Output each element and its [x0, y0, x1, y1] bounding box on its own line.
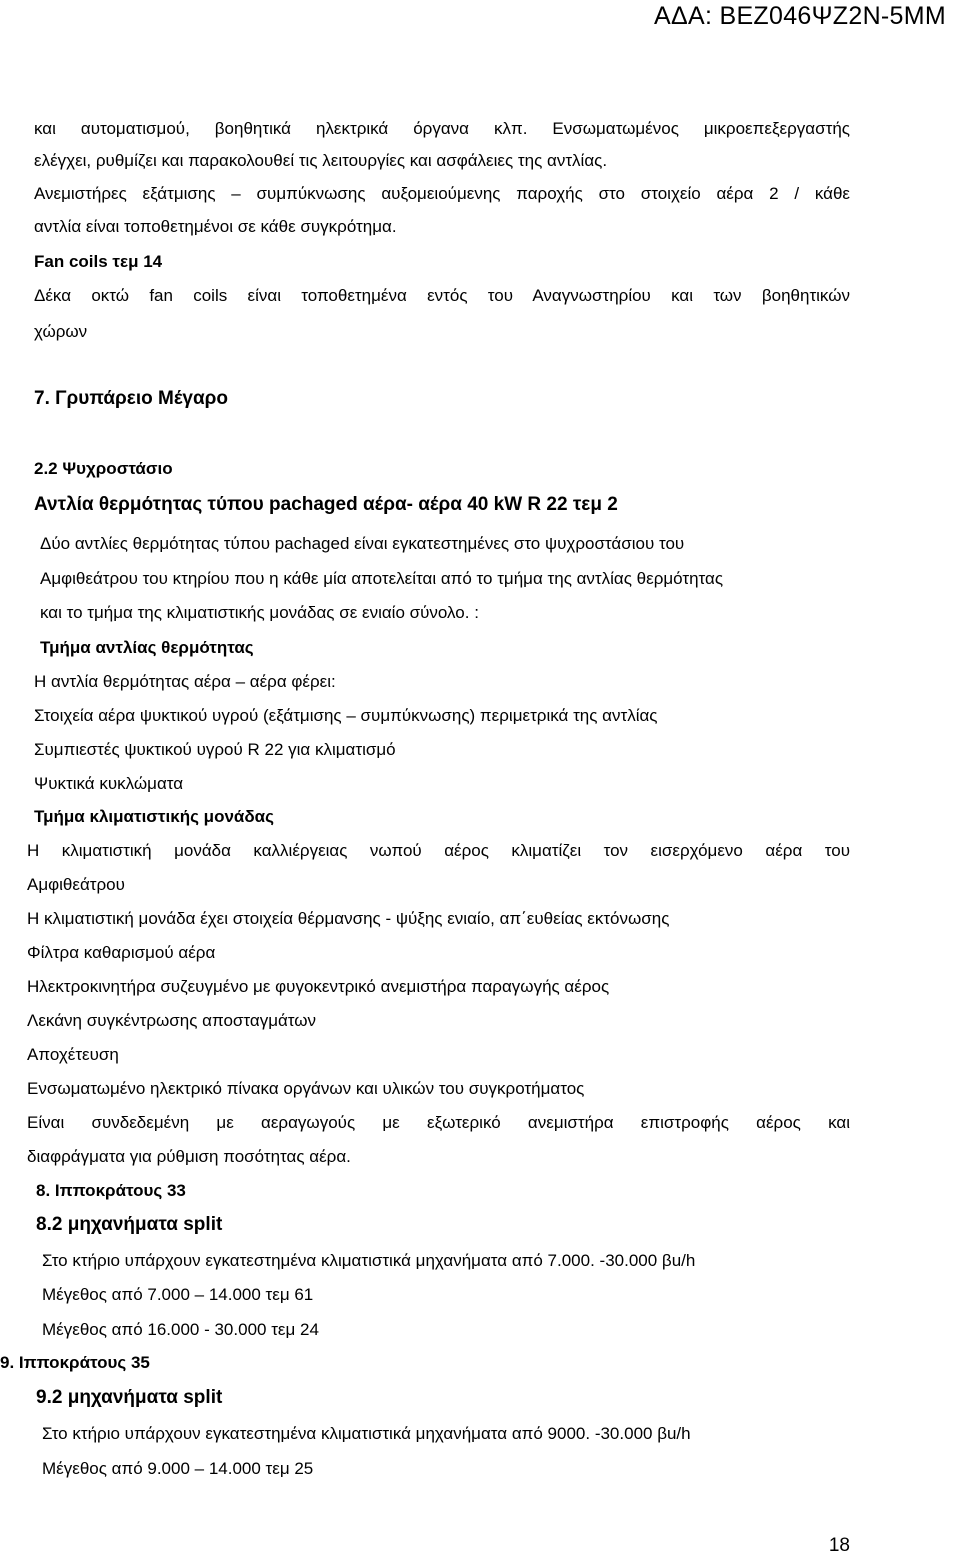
subsection-heading: 2.2 Ψυχροστάσιο: [34, 459, 173, 478]
text-line: Στο κτήριο υπάρχουν εγκατεστημένα κλιματιστικά μηχανήματα από 7.000. -30.000 βu/h: [42, 1251, 696, 1270]
text-line: Η κλιματιστική μονάδα έχει στοιχεία θέρμανσης - ψύξης ενιαίο, απ΄ευθείας εκτόνωσης: [27, 909, 670, 928]
section-heading: 9. Ιπποκράτους 35: [0, 1353, 150, 1372]
text-line: Η κλιματιστική μονάδα καλλιέργειας νωπού αέρος κλιματίζει τον εισερχόμενο αέρα του: [27, 841, 850, 860]
text-line: Ανεμιστήρες εξάτμισης – συμπύκνωσης αυξομειούμενης παροχής στο στοιχείο αέρα 2 / κάθε: [34, 184, 850, 203]
text-line: Αμφιθεάτρου: [27, 875, 125, 894]
section-heading: 7. Γρυπάρειο Μέγαρο: [34, 388, 228, 409]
text-line: αντλία είναι τοποθετημένοι σε κάθε συγκρότημα.: [34, 217, 397, 236]
text-line: Λεκάνη συγκέντρωσης αποσταγμάτων: [27, 1011, 317, 1030]
text-line: Στο κτήριο υπάρχουν εγκατεστημένα κλιματιστικά μηχανήματα από 9000. -30.000 βu/h: [42, 1424, 691, 1443]
text-line: Ψυκτικά κυκλώματα: [34, 774, 184, 793]
text-line: και το τμήμα της κλιματιστικής μονάδας σε ενιαίο σύνολο. :: [40, 603, 479, 622]
text-line: Μέγεθος από 7.000 – 14.000 τεμ 61: [42, 1285, 314, 1304]
section-heading: 8. Ιπποκράτους 33: [36, 1181, 186, 1200]
text-line: Η αντλία θερμότητας αέρα – αέρα φέρει:: [34, 672, 336, 691]
text-line: Ενσωματωμένο ηλεκτρικό πίνακα οργάνων και υλικών του συγκροτήματος: [27, 1079, 585, 1098]
text-line: Μέγεθος από 9.000 – 14.000 τεμ 25: [42, 1459, 314, 1478]
subsection-title: 8.2 μηχανήματα split: [36, 1214, 223, 1235]
text-line: διαφράγματα για ρύθμιση ποσότητας αέρα.: [27, 1147, 351, 1166]
text-line: Αποχέτευση: [27, 1045, 119, 1064]
part-heading: Τμήμα αντλίας θερμότητας: [40, 638, 254, 657]
text-line: Ηλεκτροκινητήρα συζευγμένο με φυγοκεντρικό ανεμιστήρα παραγωγής αέρος: [27, 977, 610, 996]
text-line: Μέγεθος από 16.000 - 30.000 τεμ 24: [42, 1320, 319, 1339]
fan-coils-heading: Fan coils τεμ 14: [34, 252, 163, 271]
text-line: Δέκα οκτώ fan coils είναι τοποθετημένα εντός του Αναγνωστηρίου και των βοηθητικών: [34, 286, 850, 305]
text-line: Είναι συνδεδεμένη με αεραγωγούς με εξωτερικό ανεμιστήρα επιστροφής αέρος και: [27, 1113, 850, 1132]
subsection-title: 9.2 μηχανήματα split: [36, 1387, 223, 1408]
text-line: και αυτοματισμού, βοηθητικά ηλεκτρικά όργανα κλπ. Ενσωματωμένος μικροεπεξεργαστής: [34, 119, 850, 138]
text-line: Δύο αντλίες θερμότητας τύπου pachaged είναι εγκατεστημένες στο ψυχροστάσιου του: [40, 534, 685, 553]
text-line: Συμπιεστές ψυκτικού υγρού R 22 για κλιματισμό: [34, 740, 396, 759]
page-number: 18: [828, 1535, 850, 1556]
text-line: Στοιχεία αέρα ψυκτικού υγρού (εξάτμισης – συμπύκνωσης) περιμετρικά της αντλίας: [34, 706, 658, 725]
text-line: χώρων: [34, 322, 88, 341]
ada-header: ΑΔΑ: ΒΕΖ046ΨΖ2Ν-5ΜΜ: [654, 2, 946, 30]
text-line: Αμφιθεάτρου του κτηρίου που η κάθε μία αποτελείται από το τμήμα της αντλίας θερμότητας: [40, 569, 724, 588]
text-line: ελέγχει, ρυθμίζει και παρακολουθεί τις λειτουργίες και ασφάλειες της αντλίας.: [34, 151, 608, 170]
text-line: Φίλτρα καθαρισμού αέρα: [27, 943, 216, 962]
subsection-title: Αντλία θερμότητας τύπου pachaged αέρα- αέρα 40 kW R 22 τεμ 2: [34, 494, 618, 515]
part-heading: Τμήμα κλιματιστικής μονάδας: [34, 807, 274, 826]
